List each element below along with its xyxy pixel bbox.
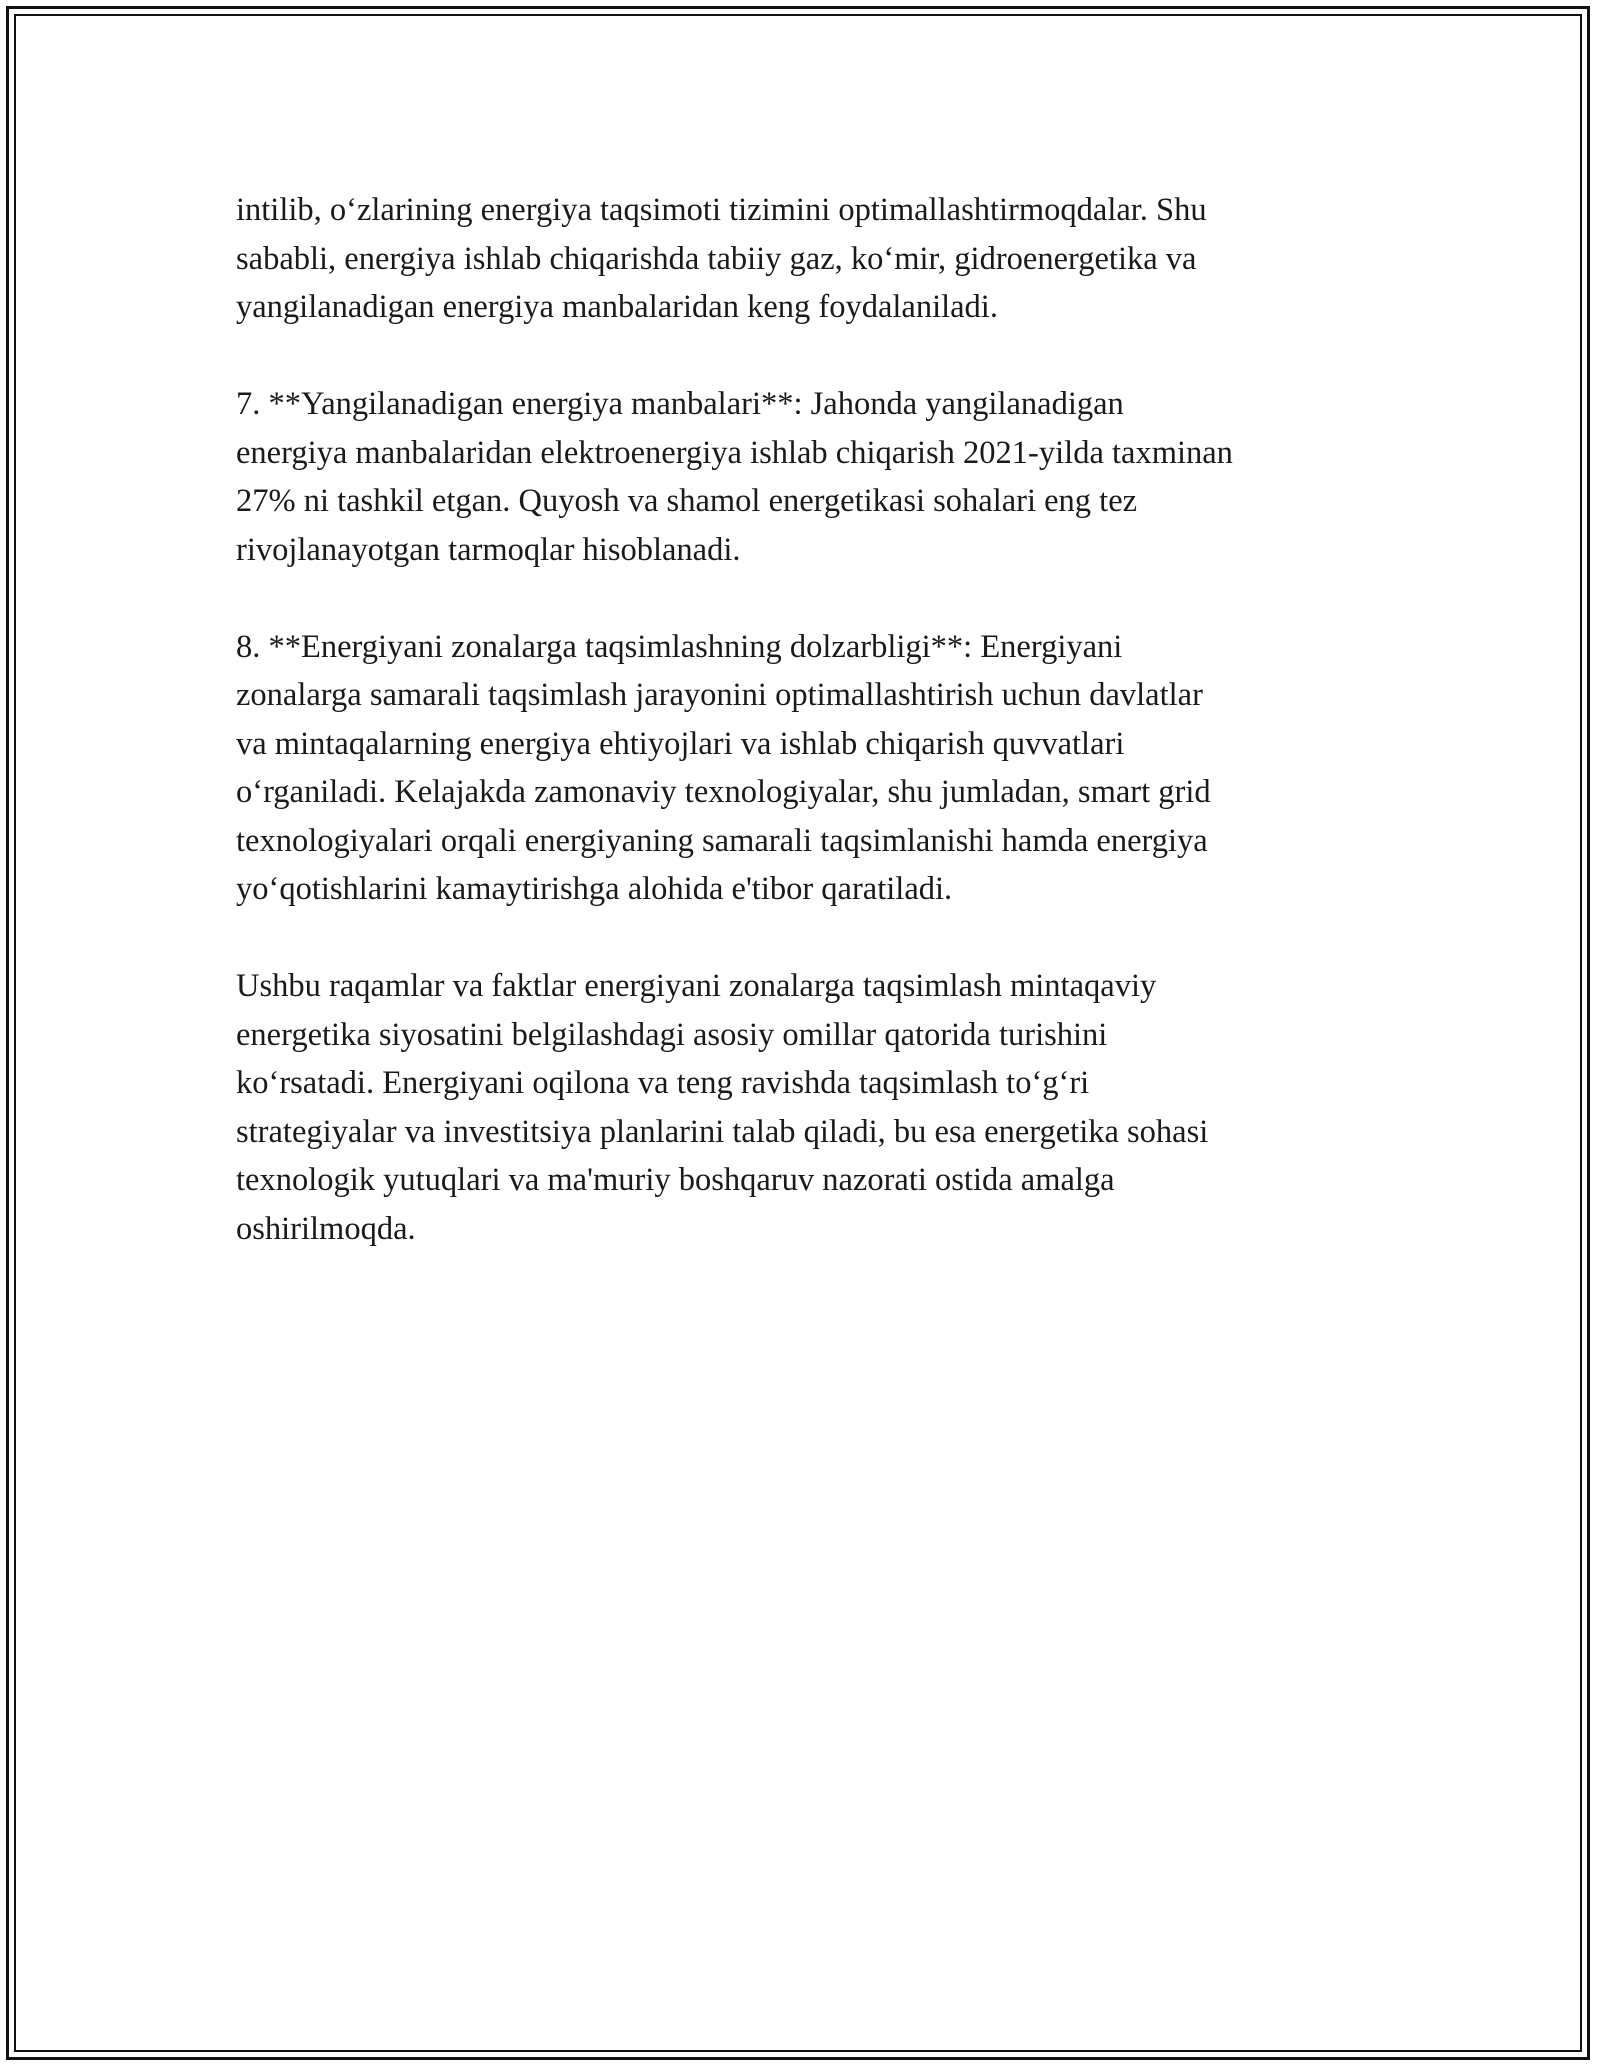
document-body bbox=[236, 186, 1366, 1302]
paragraph-energy-sources: intilib, o‘zlarining energiya taqsimoti tizimini optimallashtirmoqdalar. Shu sababli, energiya ishlab chiqarishda tabiiy gaz, ko‘mir, gidroenergetika va yangilanadigan energiya manbalaridan keng foydalaniladi. bbox=[236, 192, 1207, 325]
paragraph-zonal-distribution: 8. **Energiyani zonalarga taqsimlashning dolzarbligi**: Energiyani zonalarga samarali taqsimlash jarayonini optimallashtirish uchun davlatlar va mintaqalarning energiya ehtiyojlari va ishlab chiqarish quvvatlari o‘rganiladi. Kelajakda zamonaviy texnologiyalar, shu jumladan, smart grid texnologiyalari orqali energiyaning samarali taqsimlanishi hamda energiya yo‘qotishlarini kamaytirishga alohida e'tibor qaratiladi. bbox=[236, 628, 1211, 907]
paragraph-conclusion: Ushbu raqamlar va faktlar energiyani zonalarga taqsimlash mintaqaviy energetika siyosatini belgilashdagi asosiy omillar qatorida turishini ko‘rsatadi. Energiyani oqilona va teng ravishda taqsimlash to‘g‘ri strategiyalar va investitsiya planlarini talab qiladi, bu esa energetika sohasi texnologik yutuqlari va ma'muriy boshqaruv nazorati ostida amalga oshirilmoqda. bbox=[236, 968, 1209, 1247]
paragraph-renewable-energy: 7. **Yangilanadigan energiya manbalari**: Jahonda yangilanadigan energiya manbalaridan elektroenergiya ishlab chiqarish 2021-yilda taxminan 27% ni tashkil etgan. Quyosh va shamol energetikasi sohalari eng tez rivojlanayotgan tarmoqlar hisoblanadi. bbox=[236, 386, 1233, 568]
